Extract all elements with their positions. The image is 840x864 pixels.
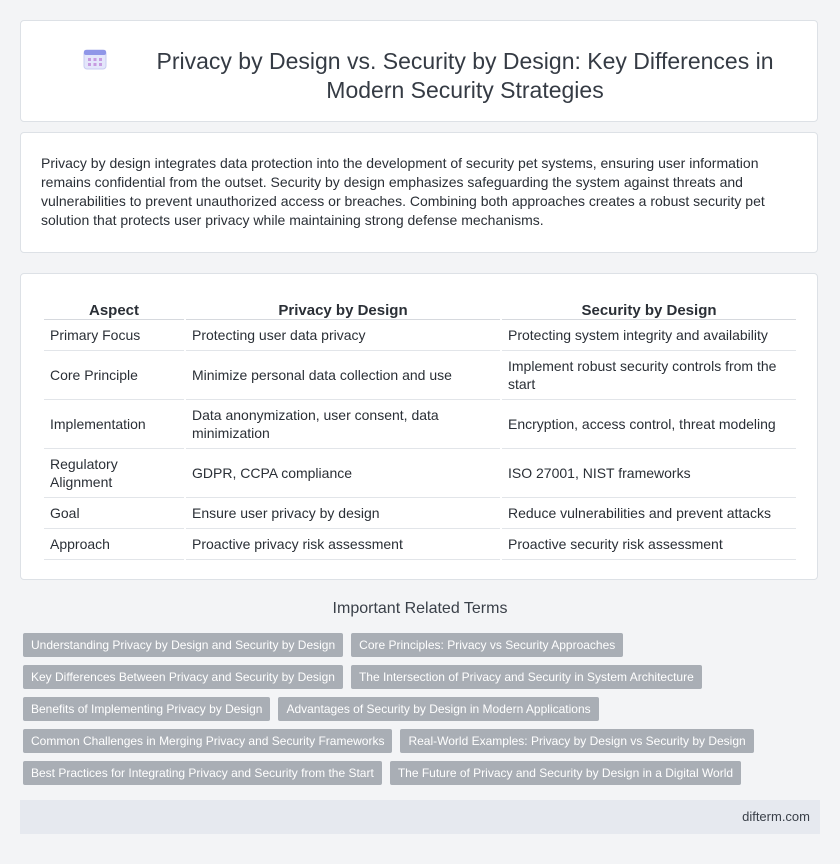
- related-term-tag[interactable]: The Future of Privacy and Security by Design in a Digital World: [390, 761, 741, 785]
- comparison-table: [42, 295, 798, 560]
- intro-card: [20, 132, 818, 253]
- footer: [20, 800, 820, 834]
- related-term-tag[interactable]: Key Differences Between Privacy and Security by Design: [23, 665, 343, 689]
- table-row: [44, 498, 796, 529]
- related-term-tag[interactable]: Advantages of Security by Design in Modern Applications: [278, 697, 598, 721]
- cell-security: Proactive security risk assessment: [502, 529, 796, 560]
- table-header-row: [44, 295, 796, 320]
- related-term-tag[interactable]: Understanding Privacy by Design and Security by Design: [23, 633, 343, 657]
- cell-security: Reduce vulnerabilities and prevent attacks: [502, 498, 796, 529]
- cell-security: Implement robust security controls from the start: [502, 351, 796, 400]
- cell-aspect: Implementation: [44, 400, 184, 449]
- related-term-tag[interactable]: Common Challenges in Merging Privacy and Security Frameworks: [23, 729, 392, 753]
- cell-aspect: Goal: [44, 498, 184, 529]
- column-header-privacy: Privacy by Design: [186, 295, 500, 320]
- related-term-tag[interactable]: Benefits of Implementing Privacy by Design: [23, 697, 270, 721]
- page-title: Privacy by Design vs. Security by Design: Key Differences in Modern Security Strategies: [156, 48, 774, 103]
- related-term-tag[interactable]: The Intersection of Privacy and Security in System Architecture: [351, 665, 702, 689]
- cell-security: ISO 27001, NIST frameworks: [502, 449, 796, 498]
- related-term-tag[interactable]: Real-World Examples: Privacy by Design vs Security by Design: [400, 729, 753, 753]
- cell-aspect: Primary Focus: [44, 320, 184, 351]
- related-terms-list: [23, 633, 783, 793]
- comparison-card: [20, 273, 818, 580]
- title-card: [20, 20, 818, 122]
- related-terms-title: Important Related Terms: [332, 600, 508, 617]
- cell-security: Protecting system integrity and availability: [502, 320, 796, 351]
- related-term-tag[interactable]: Best Practices for Integrating Privacy and Security from the Start: [23, 761, 382, 785]
- cell-privacy: GDPR, CCPA compliance: [186, 449, 500, 498]
- related-term-tag[interactable]: Core Principles: Privacy vs Security Approaches: [351, 633, 623, 657]
- table-row: [44, 529, 796, 560]
- cell-privacy: Minimize personal data collection and use: [186, 351, 500, 400]
- cell-aspect: Approach: [44, 529, 184, 560]
- table-row: [44, 351, 796, 400]
- calendar-icon: [83, 48, 107, 70]
- cell-security: Encryption, access control, threat modeling: [502, 400, 796, 449]
- column-header-security: Security by Design: [502, 295, 796, 320]
- cell-aspect: Core Principle: [44, 351, 184, 400]
- intro-paragraph: Privacy by design integrates data protection into the development of security pet systems, ensuring user information remains confidential from the outset. Security by design emphasizes safeguarding the system against threats and vulnerabilities to prevent unauthorized access or breaches. Combining both approaches creates a robust security pet solution that protects user privacy while maintaining strong defense mechanisms.: [41, 155, 765, 228]
- table-row: [44, 449, 796, 498]
- table-row: [44, 400, 796, 449]
- cell-privacy: Protecting user data privacy: [186, 320, 500, 351]
- cell-aspect: Regulatory Alignment: [44, 449, 184, 498]
- cell-privacy: Ensure user privacy by design: [186, 498, 500, 529]
- column-header-aspect: Aspect: [44, 295, 184, 320]
- footer-site-link[interactable]: difterm.com: [742, 809, 810, 824]
- table-row: [44, 320, 796, 351]
- cell-privacy: Data anonymization, user consent, data minimization: [186, 400, 500, 449]
- cell-privacy: Proactive privacy risk assessment: [186, 529, 500, 560]
